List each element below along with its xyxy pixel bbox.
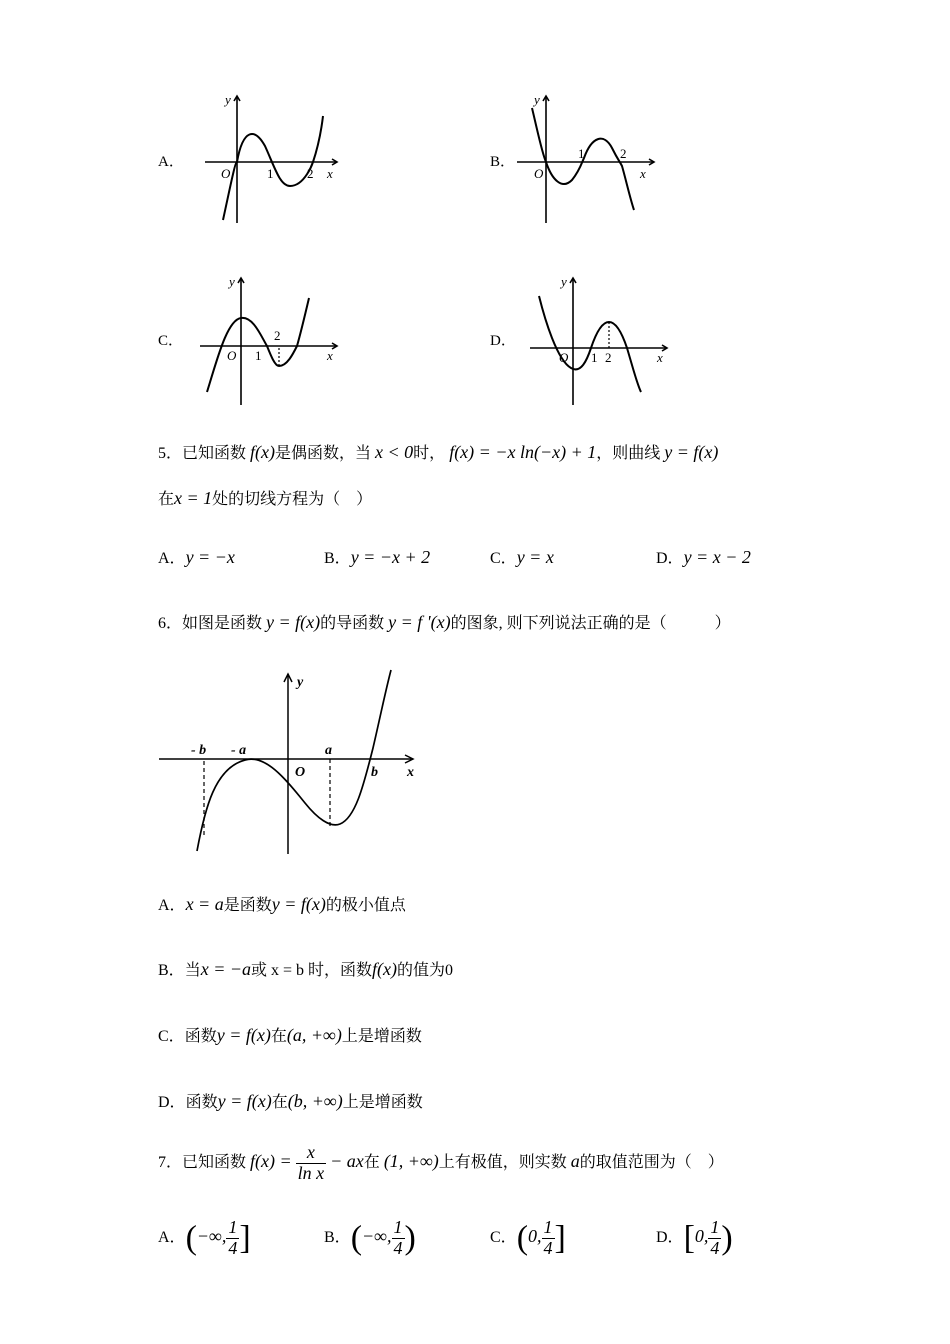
q5-option-a[interactable]: A．y = −x (158, 547, 235, 567)
q7-option-a[interactable]: A．(−∞, $\frac{1}{4}$ ] (158, 1217, 251, 1258)
svg-text:1: 1 (578, 146, 585, 161)
svg-text:1: 1 (255, 348, 262, 363)
svg-text:O: O (295, 765, 306, 780)
question-5-line-1: 5．已知函数 f(x)是偶函数，当 x < 0时， f(x) = −x ln(−x) + 1，则曲线 y = f(x) (158, 442, 719, 462)
question-6-stem: 6．如图是函数 y = f(x)的导函数 y = f '(x)的图象, 则下列说法正确的是（ ） (158, 612, 731, 632)
option-label-a: A． (158, 154, 184, 170)
svg-text:x: x (640, 166, 646, 181)
svg-text:1: 1 (591, 350, 598, 365)
svg-text:- a: - a (231, 743, 247, 758)
graph-option-b (512, 88, 662, 228)
svg-text:y: y (297, 675, 304, 690)
q7-option-b[interactable]: B．(−∞, $\frac{1}{4}$ ) (324, 1217, 416, 1258)
q6-option-c[interactable]: C．函数y = f(x)在(a, +∞)上是增函数 (158, 1025, 422, 1045)
graph-option-c (195, 270, 345, 410)
svg-text:- b: - b (191, 743, 207, 758)
option-label-d: D． (490, 333, 516, 349)
q7-option-d[interactable]: D．[0, $\frac{1}{4}$ ) (656, 1217, 733, 1258)
svg-text:y: y (561, 274, 567, 289)
axis-y: y (225, 92, 231, 107)
svg-text:x: x (407, 765, 414, 780)
svg-text:y: y (534, 92, 540, 107)
q6-option-d[interactable]: D．函数y = f(x)在(b, +∞)上是增函数 (158, 1091, 423, 1111)
svg-text:O: O (227, 348, 237, 363)
svg-text:2: 2 (605, 350, 612, 365)
tick-2: 2 (307, 166, 314, 181)
q5-option-d[interactable]: D．y = x − 2 (656, 547, 751, 567)
svg-text:b: b (371, 765, 378, 780)
svg-text:y: y (229, 274, 235, 289)
svg-text:x: x (327, 348, 333, 363)
question-5-line-2: 在x = 1处的切线方程为（ ） (158, 488, 373, 508)
derivative-graph (155, 668, 425, 858)
graph-option-a (195, 88, 345, 228)
svg-text:2: 2 (620, 146, 627, 161)
svg-text:x: x (657, 350, 663, 365)
q7-fraction: $\frac{x}{\text{ln x}}$ (297, 1142, 325, 1183)
q5-option-c[interactable]: C．y = x (490, 547, 554, 567)
q6-option-b[interactable]: B．当x = −a或 x = b 时，函数f(x)的值为0 (158, 959, 454, 979)
svg-text:O: O (534, 166, 544, 181)
tick-o: O (221, 166, 231, 181)
option-label-b: B． (490, 154, 516, 170)
svg-text:O: O (559, 350, 569, 365)
q7-option-c[interactable]: C．(0, $\frac{1}{4}$ ] (490, 1217, 566, 1258)
svg-text:a: a (325, 743, 332, 758)
q5-option-b[interactable]: B．y = −x + 2 (324, 547, 431, 567)
graph-option-d (525, 270, 675, 410)
question-7-stem: 7．已知函数 f(x) = $\frac{x}{\text{ln x}}$ − ax在 (1, +∞)上有极值，则实数 a的取值范围为（ ） (158, 1142, 724, 1183)
tick-1: 1 (267, 166, 274, 181)
svg-text:2: 2 (274, 328, 281, 343)
q6-option-a[interactable]: A．x = a是函数y = f(x)的极小值点 (158, 894, 406, 914)
axis-x: x (327, 166, 333, 181)
option-label-c: C． (158, 333, 184, 349)
